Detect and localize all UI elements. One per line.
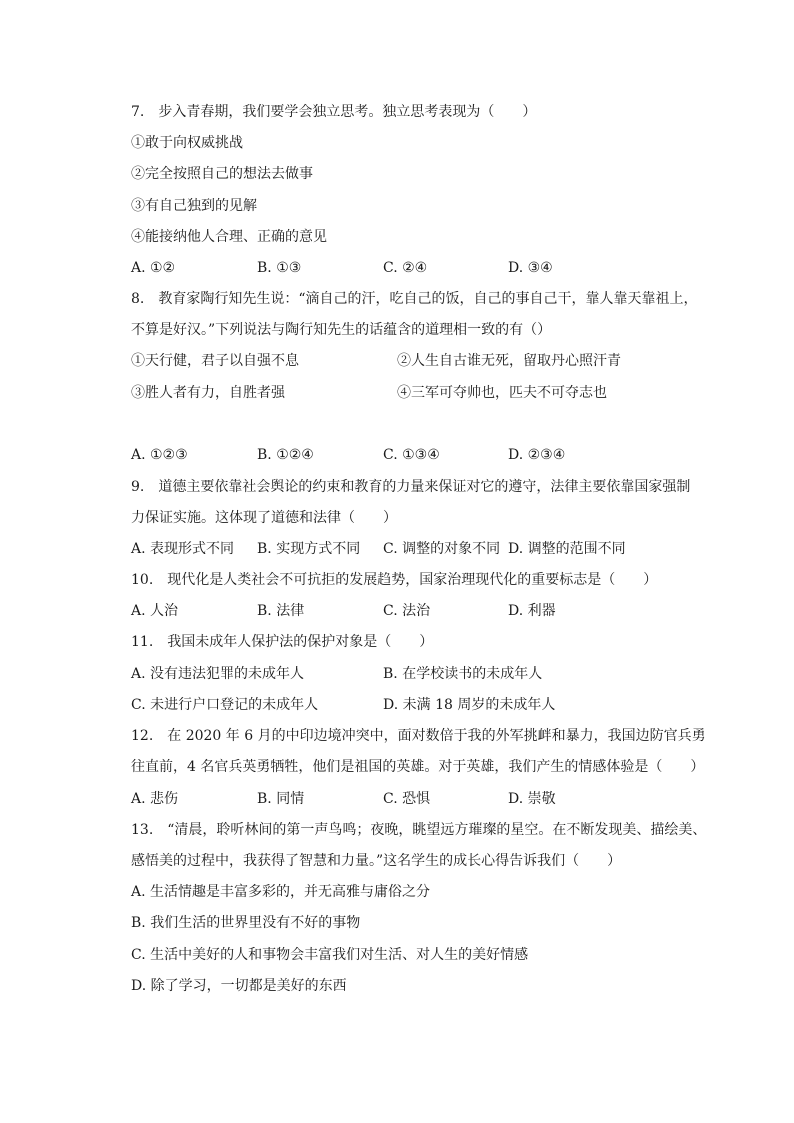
q10-option-b: B. 法律 <box>257 603 305 619</box>
q8-option-c: C. ①③④ <box>383 447 440 463</box>
q8-option-b: B. ①②④ <box>257 447 314 463</box>
q8-option-a: A. ①②③ <box>131 447 188 463</box>
q13-option-d: D. 除了学习，一切都是美好的东西 <box>131 978 347 994</box>
q12-option-c: C. 恐惧 <box>383 791 431 807</box>
q8-item-1: ①天行健，君子以自强不息 <box>131 353 299 369</box>
q11-stem: 11. 我国未成年人保护法的保护对象是（ ） <box>131 634 434 650</box>
q10-option-d: D. 利器 <box>508 603 556 619</box>
q10-option-a: A. 人治 <box>131 603 179 619</box>
q7-option-c: C. ②④ <box>383 260 428 276</box>
q9-stem-line2: 力保证实施。这体现了道德和法律（ ） <box>131 510 397 526</box>
q10-option-c: C. 法治 <box>383 603 431 619</box>
q12-stem-line2: 往直前，4 名官兵英勇牺牲，他们是祖国的英雄。对于英雄，我们产生的情感体验是（ ） <box>131 759 705 775</box>
q7-option-b: B. ①③ <box>257 260 302 276</box>
q9-stem-line1: 9. 道德主要依靠社会舆论的约束和教育的力量来保证对它的遵守，法律主要依靠国家强制 <box>131 479 691 495</box>
q8-option-d: D. ②③④ <box>508 447 566 463</box>
q12-option-a: A. 悲伤 <box>131 791 179 807</box>
q7-item-2: ②完全按照自己的想法去做事 <box>131 166 313 182</box>
q11-option-c: C. 未进行户口登记的未成年人 <box>131 697 319 713</box>
q9-option-a: A. 表现形式不同 <box>131 541 235 557</box>
q8-stem-line1: 8. 教育家陶行知先生说：“滴自己的汗，吃自己的饭，自己的事自己干，靠人靠天靠祖上， <box>131 291 698 307</box>
q11-option-b: B. 在学校读书的未成年人 <box>383 666 543 682</box>
q8-item-3: ③胜人者有力，自胜者强 <box>131 385 285 401</box>
q13-option-a: A. 生活情趣是丰富多彩的，并无高雅与庸俗之分 <box>131 884 431 900</box>
q7-item-4: ④能接纳他人合理、正确的意见 <box>131 229 327 245</box>
q13-stem-line2: 感悟美的过程中，我获得了智慧和力量。”这名学生的成长心得告诉我们（ ） <box>131 853 622 869</box>
q8-stem-line2: 不算是好汉。”下列说法与陶行知先生的话蕴含的道理相一致的有（） <box>131 322 552 338</box>
q13-option-c: C. 生活中美好的人和事物会丰富我们对生活、对人生的美好情感 <box>131 947 529 963</box>
q7-option-d: D. ③④ <box>508 260 553 276</box>
q9-option-d: D. 调整的范围不同 <box>508 541 626 557</box>
q13-stem-line1: 13. “清晨，聆听林间的第一声鸟鸣；夜晚，眺望远方璀璨的星空。在不断发现美、描绘美、 <box>131 822 707 838</box>
q8-item-4: ④三军可夺帅也，匹夫不可夺志也 <box>397 385 607 401</box>
q7-stem: 7. 步入青春期，我们要学会独立思考。独立思考表现为（ ） <box>131 104 537 120</box>
q12-option-d: D. 崇敬 <box>508 791 556 807</box>
q9-option-b: B. 实现方式不同 <box>257 541 361 557</box>
q12-option-b: B. 同情 <box>257 791 305 807</box>
q7-item-3: ③有自己独到的见解 <box>131 198 257 214</box>
q10-stem: 10. 现代化是人类社会不可抗拒的发展趋势，国家治理现代化的重要标志是（ ） <box>131 572 658 588</box>
q8-item-2: ②人生自古谁无死，留取丹心照汗青 <box>397 353 621 369</box>
q7-option-a: A. ①② <box>131 260 176 276</box>
q7-item-1: ①敢于向权威挑战 <box>131 135 243 151</box>
q11-option-d: D. 未满 18 周岁的未成年人 <box>383 697 556 713</box>
q13-option-b: B. 我们生活的世界里没有不好的事物 <box>131 915 361 931</box>
q9-option-c: C. 调整的对象不同 <box>383 541 501 557</box>
q12-stem-line1: 12. 在 2020 年 6 月的中印边境冲突中，面对数倍于我的外军挑衅和暴力，我国边防官兵勇 <box>131 728 706 744</box>
q11-option-a: A. 没有违法犯罪的未成年人 <box>131 666 305 682</box>
